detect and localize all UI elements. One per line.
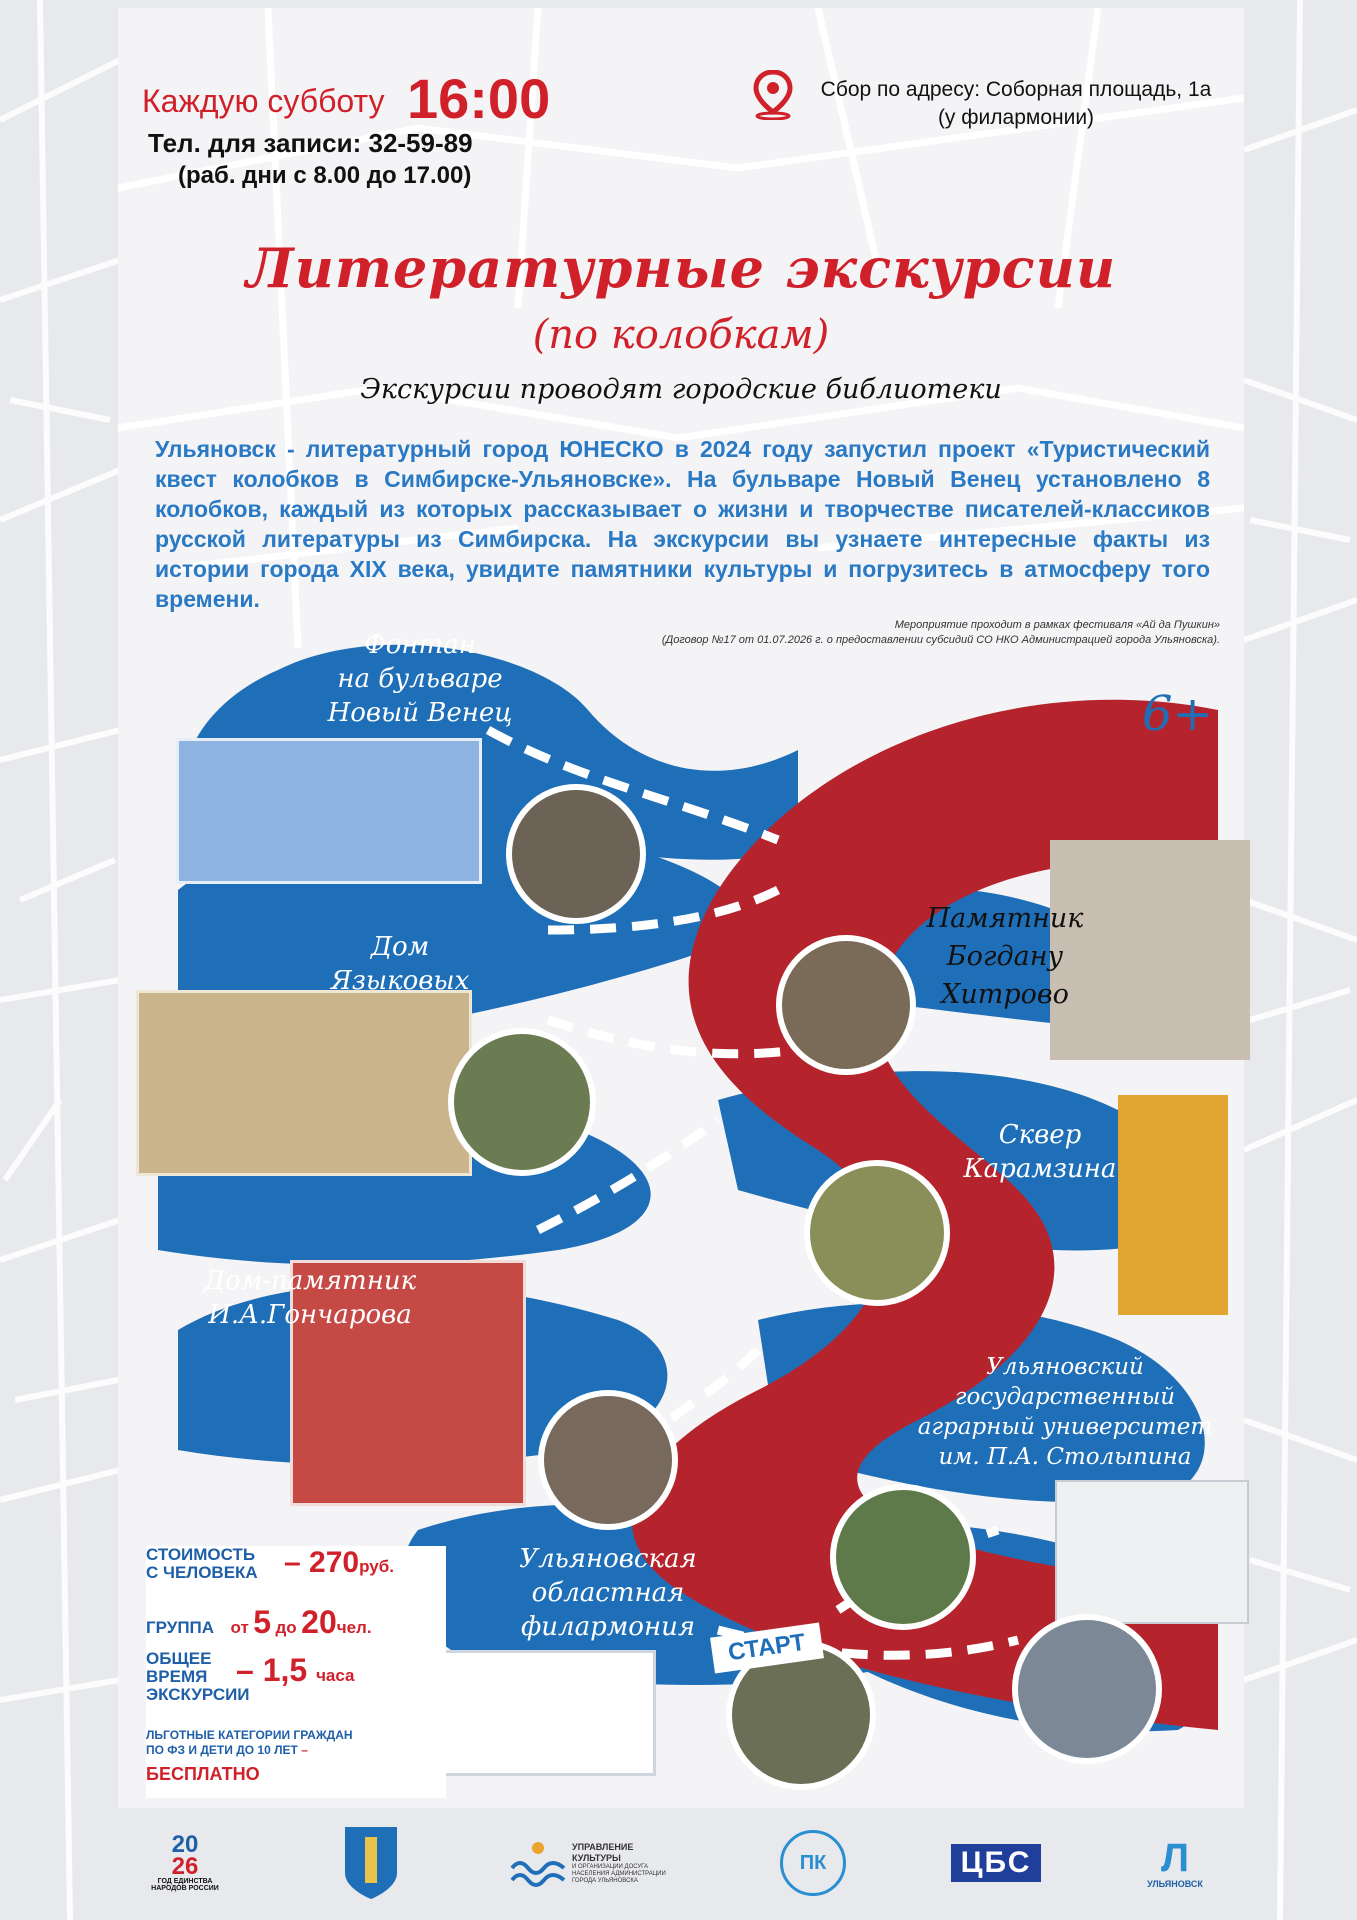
- group-unit: чел.: [336, 1618, 372, 1637]
- schedule-line: [142, 66, 550, 131]
- group-to: до: [275, 1618, 297, 1637]
- stop-label-karamzin: [940, 1118, 1140, 1186]
- stop6-line4: им. П.А. Столыпина: [938, 1444, 1192, 1470]
- kolobok-photo-1: [506, 784, 646, 924]
- stop7-line2: областная: [531, 1578, 685, 1608]
- kolobok-photo-8: [1012, 1614, 1162, 1764]
- benefit-line-2: ПО ФЗ И ДЕТИ ДО 10 ЛЕТ: [146, 1743, 298, 1757]
- time-label-1: ОБЩЕЕ: [146, 1649, 212, 1668]
- year-logo-top: 20: [171, 1831, 199, 1858]
- group-row: [146, 1604, 372, 1641]
- tagline: Экскурсии проводят городские библиотеки: [360, 374, 1002, 405]
- stop-label-yazykov: [310, 930, 490, 998]
- description: Ульяновск - литературный город ЮНЕСКО в 2024 году запустил проект «Туристический квест колобков в Симбирске-Ульяновске». На бульваре Новый Венец установлено 8 колобков, каждый из которых рассказывает о жизни и творчестве писателей-классиков русской литературы из Симбирска. На экскурсии вы узнаете интересные факты из истории города XIX века, увидите памятники культуры и погрузитесь в атмосферу того времени.: [155, 436, 1210, 612]
- time-value: 1,5: [262, 1652, 308, 1688]
- stop2-line2: Богдану: [946, 941, 1064, 972]
- cbs-logo-text: ЦБС: [951, 1844, 1042, 1882]
- page-title: Литературные экскурсии: [245, 236, 1117, 300]
- benefit-line-1: ЛЬГОТНЫЕ КАТЕГОРИИ ГРАЖДАН: [146, 1728, 353, 1742]
- cost-label-2: С ЧЕЛОВЕКА: [146, 1563, 258, 1582]
- time-unit: часа: [316, 1666, 355, 1685]
- agrarian-university-image: [1055, 1480, 1249, 1624]
- time-dash: –: [236, 1652, 254, 1688]
- event-note-contract: (Договор №17 от 01.07.2026 г. о предоставлении субсидий СО НКО Администрацией города Ульяновска).: [661, 634, 1220, 646]
- time-value-line: [236, 1652, 355, 1689]
- group-min: 5: [253, 1604, 272, 1640]
- culture-logo-line2: КУЛЬТУРЫ: [572, 1852, 621, 1863]
- cost-value-line: [284, 1546, 394, 1580]
- kolobok-photo-5: [538, 1390, 678, 1530]
- yazykov-house-image: [136, 990, 472, 1176]
- location-pin-icon: [752, 70, 794, 120]
- stop7-line3: филармония: [520, 1612, 696, 1642]
- cost-label-1: СТОИМОСТЬ: [146, 1545, 256, 1564]
- cost-unit: руб.: [359, 1557, 394, 1576]
- stop4-line2: Карамзина: [963, 1154, 1117, 1184]
- schedule-time: 16:00: [406, 67, 551, 130]
- philharmonic-image: [410, 1650, 656, 1776]
- culture-department-text: [572, 1842, 682, 1885]
- stop6-line2: государственный: [954, 1384, 1176, 1410]
- cost-row: [146, 1546, 258, 1582]
- stop6-line1: Ульяновский: [986, 1354, 1144, 1380]
- stop-label-agrarian-university: [900, 1352, 1230, 1472]
- kolobok-photo-3: [448, 1028, 596, 1176]
- stop-label-khitrovo: [900, 900, 1110, 1014]
- stop-label-fountain: [300, 628, 540, 730]
- year-of-unity-logo: [140, 1818, 230, 1908]
- city-emblem-icon: [336, 1818, 406, 1908]
- stop1-line2: на бульваре: [337, 664, 503, 694]
- stop2-line3: Хитрово: [941, 979, 1069, 1010]
- group-max: 20: [301, 1604, 337, 1640]
- schedule-prefix: Каждую субботу: [142, 83, 385, 119]
- stop3-line1: Дом: [370, 932, 430, 962]
- phone-line: Тел. для записи: 32-59-89: [148, 128, 473, 158]
- ul-logo-text: УЛЬЯНОВСК: [1147, 1879, 1203, 1889]
- kolobok-photo-6: [830, 1484, 976, 1630]
- stop4-line1: Сквер: [998, 1120, 1082, 1150]
- culture-department-logo: [506, 1818, 686, 1908]
- free-label: БЕСПЛАТНО: [146, 1764, 260, 1784]
- stop6-line3: аграрный университет: [917, 1414, 1213, 1440]
- stop1-line1: Фонтан: [364, 630, 476, 660]
- group-label: ГРУППА: [146, 1618, 215, 1637]
- benefit-dash: –: [301, 1743, 308, 1757]
- ulyanovsk-literary-logo: [1130, 1818, 1220, 1908]
- page-subtitle: (по колобкам): [532, 312, 830, 358]
- cost-dash: –: [284, 1546, 301, 1579]
- start-label: СТАРТ: [710, 1623, 824, 1674]
- culture-logo-line3: И ОРГАНИЗАЦИИ ДОСУГА НАСЕЛЕНИЯ АДМИНИСТРАЦИИ ГОРОДА УЛЬЯНОВСКА: [572, 1863, 666, 1884]
- stop3-line2: Языковых: [330, 966, 470, 996]
- group-from: от: [230, 1618, 249, 1637]
- ul-logo-letter: Л: [1160, 1836, 1190, 1880]
- stop2-line1: Памятник: [926, 903, 1084, 934]
- year-logo-caption: ГОД ЕДИНСТВА НАРОДОВ РОССИИ: [151, 1878, 219, 1892]
- year-logo-bottom: 26: [171, 1853, 199, 1880]
- time-label-3: ЭКСКУРСИИ: [146, 1685, 250, 1704]
- info-panel: [146, 1546, 446, 1798]
- meeting-point-landmark: (у филармонии): [937, 106, 1095, 129]
- pk-logo-text: ПК: [780, 1830, 846, 1896]
- time-label: [146, 1650, 250, 1704]
- benefit-note: [146, 1728, 353, 1758]
- meeting-point-address: Сбор по адресу: Соборная площадь, 1а: [820, 78, 1212, 101]
- fountain-building-image: [176, 738, 482, 884]
- kolobok-photo-2: [776, 935, 916, 1075]
- culture-logo-line1: УПРАВЛЕНИЕ: [572, 1841, 634, 1852]
- stop1-line3: Новый Венец: [327, 698, 513, 728]
- age-rating-badge: 6+: [1142, 686, 1213, 742]
- event-note-festival: Мероприятие проходит в рамках фестиваля «Ай да Пушкин»: [894, 619, 1220, 631]
- hours-line: (раб. дни с 8.00 до 17.00): [178, 162, 472, 189]
- cbs-logo: [940, 1818, 1052, 1908]
- stop-label-goncharov: [180, 1264, 440, 1332]
- stop5-line2: И.А.Гончарова: [208, 1300, 412, 1330]
- cost-value: 270: [309, 1546, 360, 1579]
- pk-logo: [778, 1818, 848, 1908]
- kolobok-photo-4: [804, 1160, 950, 1306]
- culture-department-icon: [510, 1838, 566, 1888]
- meeting-point: [806, 76, 1226, 132]
- stop5-line1: Дом-памятник: [203, 1266, 417, 1296]
- stop7-line1: Ульяновская: [519, 1544, 697, 1574]
- stop-label-philharmonic: [488, 1542, 728, 1644]
- time-label-2: ВРЕМЯ: [146, 1667, 208, 1686]
